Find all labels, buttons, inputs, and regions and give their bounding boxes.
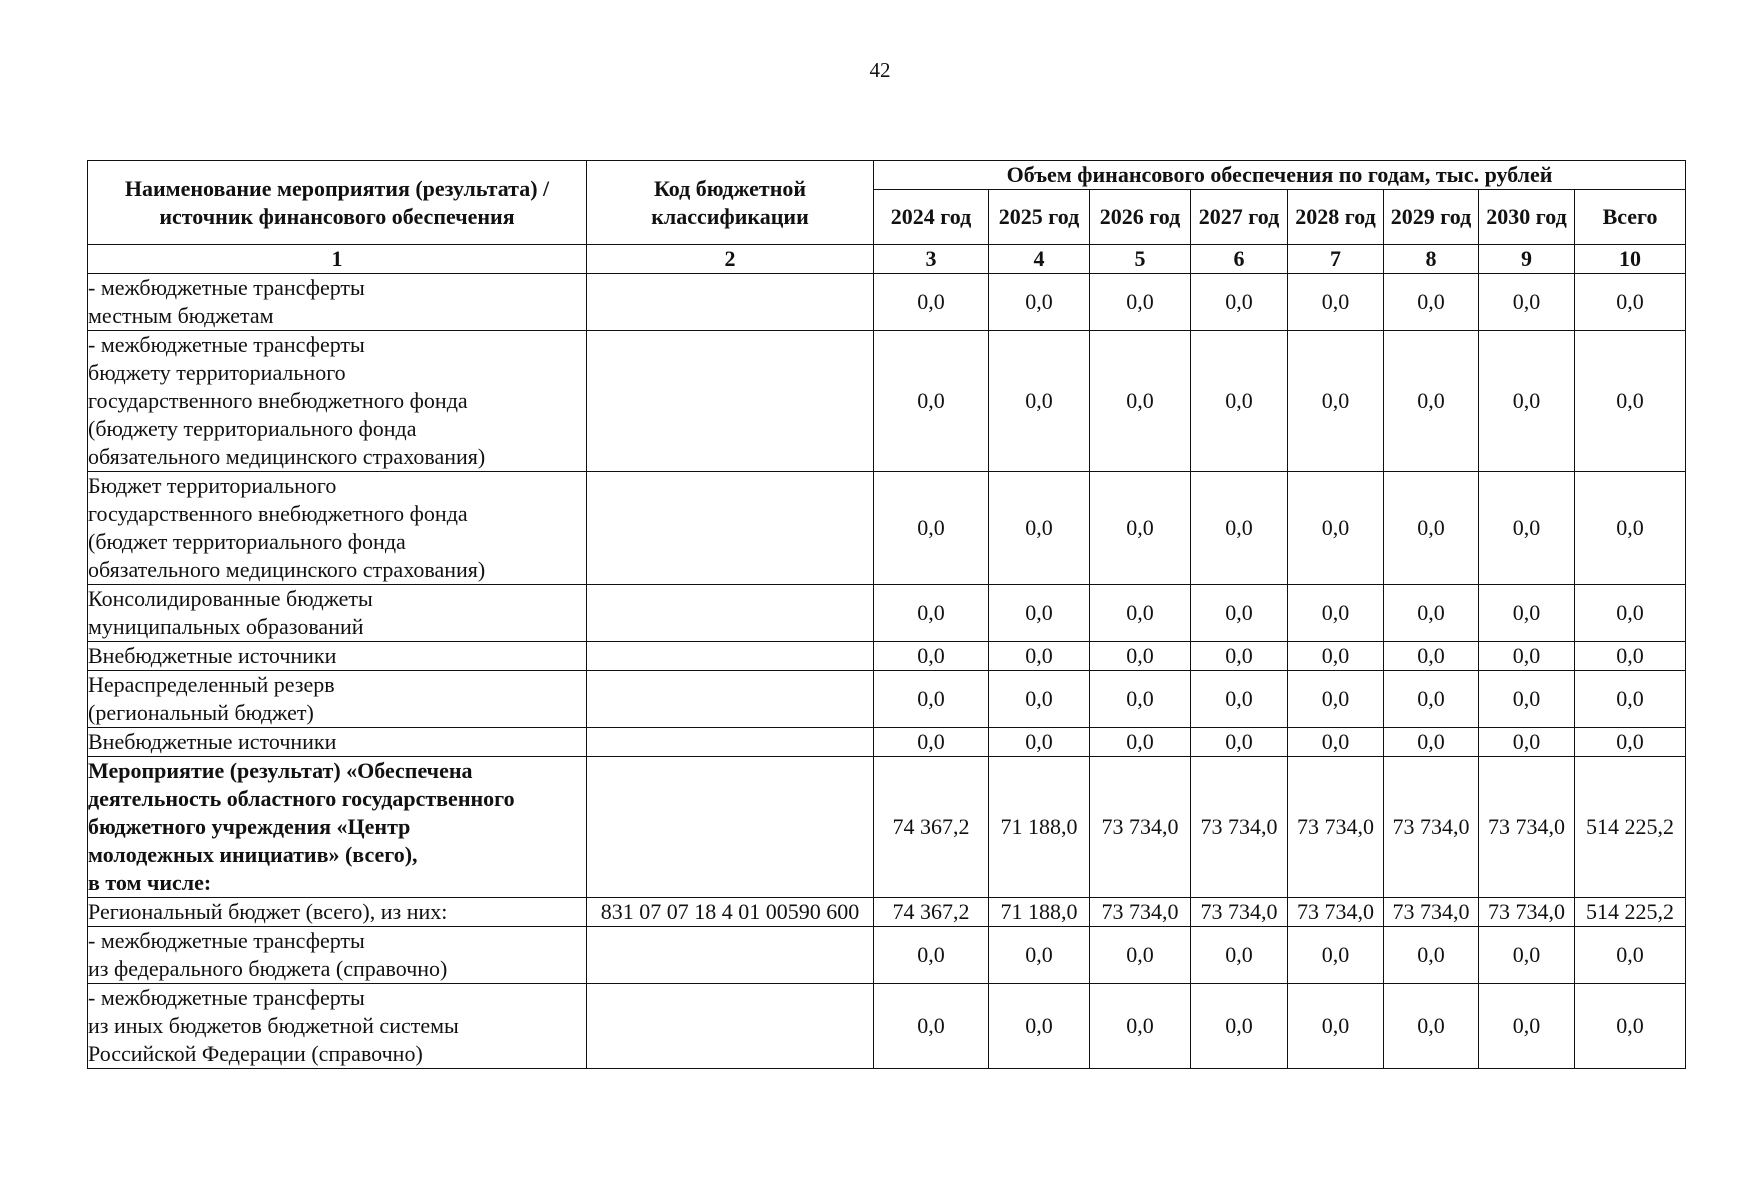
column-number: 7	[1288, 245, 1384, 274]
row-total-value: 514 225,2	[1575, 757, 1686, 898]
row-budget-code	[587, 331, 874, 472]
financing-table	[87, 160, 1686, 1069]
row-year-value: 0,0	[989, 984, 1090, 1069]
row-year-value: 0,0	[1090, 274, 1191, 331]
header-year-2029: 2029 год	[1384, 190, 1479, 245]
header-code-column: Код бюджетной классификации	[587, 161, 874, 245]
row-year-value: 0,0	[1479, 642, 1575, 671]
header-total: Всего	[1575, 190, 1686, 245]
row-year-value: 0,0	[1288, 984, 1384, 1069]
column-number: 6	[1191, 245, 1288, 274]
table-row	[88, 927, 1686, 984]
row-year-value: 0,0	[1479, 472, 1575, 585]
row-total-value: 0,0	[1575, 585, 1686, 642]
column-number: 2	[587, 245, 874, 274]
row-year-value: 0,0	[1479, 274, 1575, 331]
column-number: 9	[1479, 245, 1575, 274]
row-total-value: 0,0	[1575, 671, 1686, 728]
row-year-value: 0,0	[1384, 927, 1479, 984]
table-row	[88, 585, 1686, 642]
row-total-value: 0,0	[1575, 927, 1686, 984]
row-year-value: 0,0	[989, 472, 1090, 585]
row-total-value: 0,0	[1575, 331, 1686, 472]
column-number: 4	[989, 245, 1090, 274]
row-name: Нераспределенный резерв (региональный бюджет)	[88, 671, 587, 728]
row-year-value: 0,0	[1090, 585, 1191, 642]
row-budget-code: 831 07 07 18 4 01 00590 600	[587, 898, 874, 927]
row-year-value: 0,0	[1191, 585, 1288, 642]
row-year-value: 0,0	[1191, 671, 1288, 728]
table-row	[88, 671, 1686, 728]
row-year-value: 73 734,0	[1479, 898, 1575, 927]
header-year-2028: 2028 год	[1288, 190, 1384, 245]
column-number: 10	[1575, 245, 1686, 274]
row-name: Мероприятие (результат) «Обеспечена деятельность областного государственного бюджетного учреждения «Центр молодежных инициатив» (всего), в том числе:	[88, 757, 587, 898]
row-year-value: 0,0	[1479, 585, 1575, 642]
row-year-value: 73 734,0	[1090, 757, 1191, 898]
row-year-value: 0,0	[874, 331, 989, 472]
row-year-value: 0,0	[874, 642, 989, 671]
column-number: 8	[1384, 245, 1479, 274]
row-name: Внебюджетные источники	[88, 728, 587, 757]
row-total-value: 0,0	[1575, 274, 1686, 331]
row-year-value: 0,0	[989, 927, 1090, 984]
row-total-value: 0,0	[1575, 642, 1686, 671]
row-year-value: 0,0	[1384, 585, 1479, 642]
row-budget-code	[587, 984, 874, 1069]
row-total-value: 0,0	[1575, 984, 1686, 1069]
row-year-value: 0,0	[989, 671, 1090, 728]
header-name-column: Наименование мероприятия (результата) / источник финансового обеспечения	[88, 161, 587, 245]
row-name: - межбюджетные трансферты местным бюджетам	[88, 274, 587, 331]
header-year-2027: 2027 год	[1191, 190, 1288, 245]
page-number: 42	[869, 58, 891, 82]
row-name: - межбюджетные трансферты из федерального бюджета (справочно)	[88, 927, 587, 984]
row-year-value: 0,0	[1479, 984, 1575, 1069]
row-year-value: 71 188,0	[989, 757, 1090, 898]
row-year-value: 0,0	[1288, 472, 1384, 585]
table-row	[88, 757, 1686, 898]
row-year-value: 0,0	[1288, 331, 1384, 472]
row-budget-code	[587, 472, 874, 585]
row-year-value: 73 734,0	[1384, 898, 1479, 927]
row-budget-code	[587, 642, 874, 671]
row-year-value: 0,0	[1288, 585, 1384, 642]
header-year-2024: 2024 год	[874, 190, 989, 245]
row-year-value: 0,0	[1191, 728, 1288, 757]
row-year-value: 0,0	[989, 331, 1090, 472]
row-year-value: 0,0	[1384, 984, 1479, 1069]
row-total-value: 514 225,2	[1575, 898, 1686, 927]
row-year-value: 0,0	[874, 472, 989, 585]
row-year-value: 0,0	[874, 671, 989, 728]
row-year-value: 0,0	[1288, 274, 1384, 331]
row-year-value: 0,0	[1288, 642, 1384, 671]
row-name: Консолидированные бюджеты муниципальных образований	[88, 585, 587, 642]
table-row	[88, 274, 1686, 331]
row-year-value: 0,0	[1191, 984, 1288, 1069]
row-year-value: 73 734,0	[1479, 757, 1575, 898]
row-year-value: 0,0	[1191, 274, 1288, 331]
row-year-value: 0,0	[1384, 642, 1479, 671]
table-row	[88, 472, 1686, 585]
row-budget-code	[587, 728, 874, 757]
row-name: - межбюджетные трансферты бюджету территориального государственного внебюджетного фонда (бюджету территориального фонда обязательного медицинского страхования)	[88, 331, 587, 472]
row-budget-code	[587, 585, 874, 642]
row-year-value: 0,0	[1479, 728, 1575, 757]
table-body	[88, 274, 1686, 1069]
row-name: Региональный бюджет (всего), из них:	[88, 898, 587, 927]
row-year-value: 74 367,2	[874, 898, 989, 927]
row-budget-code	[587, 671, 874, 728]
row-year-value: 0,0	[874, 927, 989, 984]
row-year-value: 73 734,0	[1288, 898, 1384, 927]
row-year-value: 0,0	[989, 274, 1090, 331]
row-year-value: 0,0	[1288, 671, 1384, 728]
row-year-value: 0,0	[1090, 728, 1191, 757]
column-number: 3	[874, 245, 989, 274]
row-year-value: 0,0	[1090, 671, 1191, 728]
row-year-value: 0,0	[1191, 331, 1288, 472]
row-year-value: 73 734,0	[1191, 898, 1288, 927]
row-year-value: 73 734,0	[1090, 898, 1191, 927]
row-year-value: 0,0	[1384, 671, 1479, 728]
row-year-value: 0,0	[1090, 927, 1191, 984]
header-year-2026: 2026 год	[1090, 190, 1191, 245]
table-row	[88, 331, 1686, 472]
row-year-value: 73 734,0	[1191, 757, 1288, 898]
row-year-value: 0,0	[1384, 331, 1479, 472]
row-name: Внебюджетные источники	[88, 642, 587, 671]
row-year-value: 0,0	[1191, 927, 1288, 984]
row-year-value: 73 734,0	[1288, 757, 1384, 898]
row-year-value: 0,0	[874, 728, 989, 757]
table-row	[88, 984, 1686, 1069]
row-year-value: 74 367,2	[874, 757, 989, 898]
row-year-value: 0,0	[989, 585, 1090, 642]
row-year-value: 0,0	[1384, 472, 1479, 585]
row-budget-code	[587, 757, 874, 898]
row-year-value: 0,0	[1384, 728, 1479, 757]
row-year-value: 0,0	[1191, 642, 1288, 671]
row-year-value: 0,0	[1090, 642, 1191, 671]
row-year-value: 73 734,0	[1384, 757, 1479, 898]
row-year-value: 0,0	[1288, 728, 1384, 757]
row-year-value: 0,0	[1479, 927, 1575, 984]
header-volume-group: Объем финансового обеспечения по годам, тыс. рублей	[874, 161, 1686, 190]
row-year-value: 0,0	[1090, 984, 1191, 1069]
row-year-value: 0,0	[1479, 671, 1575, 728]
column-number: 5	[1090, 245, 1191, 274]
table-row	[88, 728, 1686, 757]
row-year-value: 0,0	[1090, 331, 1191, 472]
row-year-value: 0,0	[1288, 927, 1384, 984]
row-name: Бюджет территориального государственного внебюджетного фонда (бюджет территориального фонда обязательного медицинского страхования)	[88, 472, 587, 585]
table-row	[88, 642, 1686, 671]
row-year-value: 0,0	[874, 984, 989, 1069]
row-total-value: 0,0	[1575, 472, 1686, 585]
row-year-value: 0,0	[874, 274, 989, 331]
row-year-value: 0,0	[1090, 472, 1191, 585]
row-name: - межбюджетные трансферты из иных бюджетов бюджетной системы Российской Федерации (справочно)	[88, 984, 587, 1069]
header-year-2025: 2025 год	[989, 190, 1090, 245]
row-year-value: 0,0	[874, 585, 989, 642]
row-year-value: 0,0	[989, 642, 1090, 671]
row-year-value: 71 188,0	[989, 898, 1090, 927]
row-year-value: 0,0	[1479, 331, 1575, 472]
column-number: 1	[88, 245, 587, 274]
row-total-value: 0,0	[1575, 728, 1686, 757]
table-row	[88, 898, 1686, 927]
row-year-value: 0,0	[1384, 274, 1479, 331]
row-budget-code	[587, 927, 874, 984]
row-year-value: 0,0	[989, 728, 1090, 757]
row-budget-code	[587, 274, 874, 331]
row-year-value: 0,0	[1191, 472, 1288, 585]
header-year-2030: 2030 год	[1479, 190, 1575, 245]
